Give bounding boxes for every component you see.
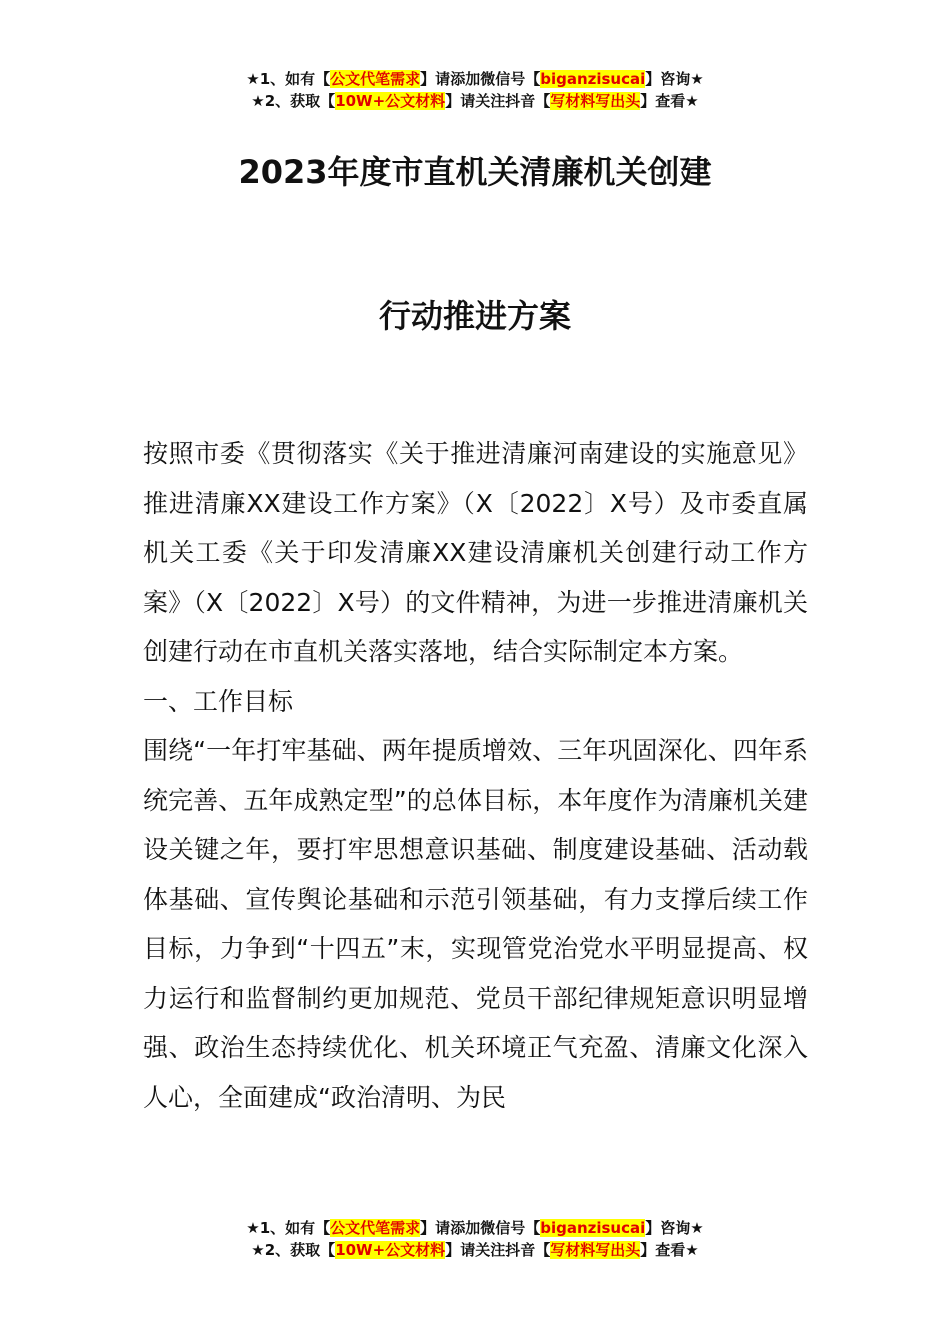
promo-line-2: ★2、获取【10W+公文材料】请关注抖音【写材料写出头】查看★: [251, 92, 699, 110]
highlight-service: 公文代笔需求: [330, 1219, 421, 1237]
highlight-douyin-account: 写材料写出头: [550, 1241, 641, 1259]
promo-line-2: ★2、获取【10W+公文材料】请关注抖音【写材料写出头】查看★: [251, 1241, 699, 1259]
document-body: [143, 429, 808, 1122]
highlight-wechat-id: biganzisucai: [540, 70, 646, 88]
footer-promo-banner: [0, 1217, 950, 1261]
promo-line-1: ★1、如有【公文代笔需求】请添加微信号【biganzisucai】咨询★: [246, 1219, 704, 1237]
document-title-line-1: 2023年度市直机关清廉机关创建: [238, 153, 712, 191]
highlight-service: 公文代笔需求: [330, 70, 421, 88]
document-title-line-2: 行动推进方案: [378, 297, 571, 335]
goals-paragraph: 围绕“一年打牢基础、两年提质增效、三年巩固深化、四年系统完善、五年成熟定型”的总体目标，本年度作为清廉机关建设关键之年，要打牢思想意识基础、制度建设基础、活动载体基础、宣传舆论基础和示范引领基础，有力支撑后续工作目标，力争到“十四五”末，实现管党治党水平明显提高、权力运行和监督制约更加规范、党员干部纪律规矩意识明显增强、政治生态持续优化、机关环境正气充盈、清廉文化深入人心，全面建成“政治清明、为民: [143, 736, 808, 1112]
intro-paragraph: 按照市委《贯彻落实《关于推进清廉河南建设的实施意见》推进清廉XX建设工作方案》（X〔2022〕X号）及市委直属机关工委《关于印发清廉XX建设清廉机关创建行动工作方案》（X〔2022〕X号）的文件精神，为进一步推进清廉机关创建行动在市直机关落实落地，结合实际制定本方案。: [143, 439, 808, 666]
highlight-douyin-account: 写材料写出头: [550, 92, 641, 110]
header-promo-banner: [0, 68, 950, 112]
highlight-materials: 10W+公文材料: [335, 92, 446, 110]
section-heading-work-goals: 一、工作目标: [143, 686, 294, 716]
highlight-wechat-id: biganzisucai: [540, 1219, 646, 1237]
promo-line-1: ★1、如有【公文代笔需求】请添加微信号【biganzisucai】咨询★: [246, 70, 704, 88]
highlight-materials: 10W+公文材料: [335, 1241, 446, 1259]
